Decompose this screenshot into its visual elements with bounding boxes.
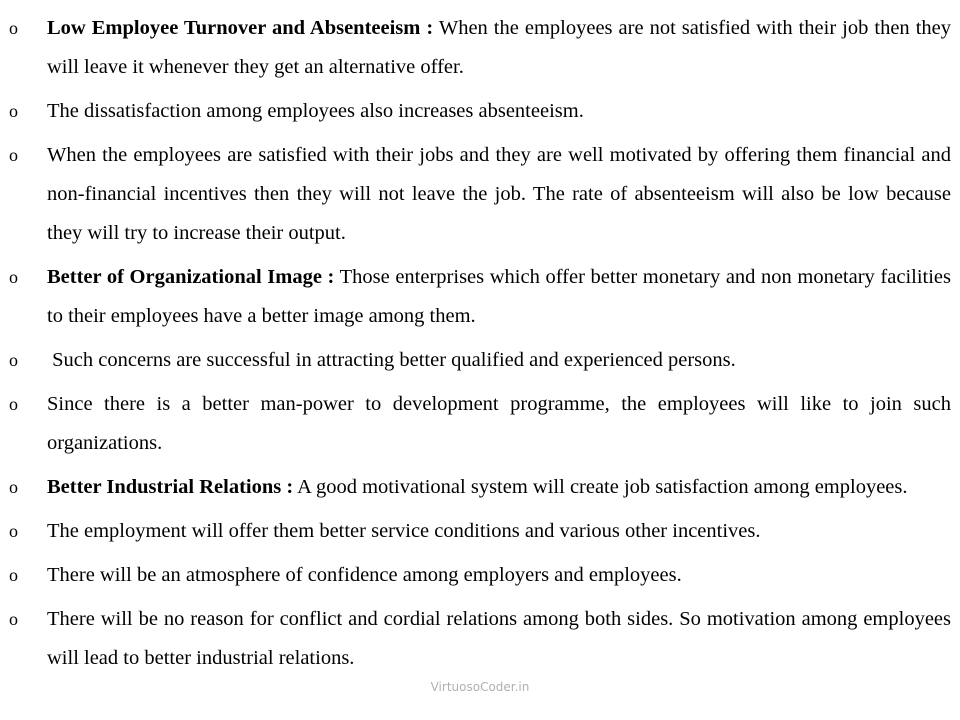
item-heading: Better of Organizational Image : xyxy=(47,266,335,288)
list-item xyxy=(0,92,960,131)
bullet-marker: o xyxy=(9,521,18,541)
list-item xyxy=(0,258,960,336)
item-text: The dissatisfaction among employees also increases absenteeism. xyxy=(47,100,584,122)
watermark: VirtuosoCoder.in xyxy=(430,680,530,694)
bullet-marker: o xyxy=(9,145,18,165)
list-item xyxy=(0,341,960,380)
item-text: There will be no reason for conflict and cordial relations among both sides. So motivation among employees will lead to better industrial relations. xyxy=(47,608,951,669)
item-text: There will be an atmosphere of confidence among employers and employees. xyxy=(47,564,682,586)
bullet-marker: o xyxy=(9,101,18,121)
item-text: When the employees are satisfied with their jobs and they are well motivated by offering them financial and non-financial incentives then they will not leave the job. The rate of absenteeism will also be low because they will try to increase their output. xyxy=(47,144,951,244)
list-item xyxy=(0,600,960,678)
bullet-marker: o xyxy=(9,609,18,629)
list-item xyxy=(0,136,960,253)
bullet-marker: o xyxy=(9,350,18,370)
bullet-marker: o xyxy=(9,565,18,585)
bullet-marker: o xyxy=(9,394,18,414)
bullet-marker: o xyxy=(9,267,18,287)
item-text: A good motivational system will create job satisfaction among employees. xyxy=(293,476,908,498)
list-item xyxy=(0,468,960,507)
bullet-list xyxy=(0,9,960,683)
item-text: Such concerns are successful in attracting better qualified and experienced persons. xyxy=(47,349,736,371)
item-heading: Better Industrial Relations : xyxy=(47,476,294,498)
item-text: Since there is a better man-power to development programme, the employees will like to join such organizations. xyxy=(47,393,951,454)
item-text: The employment will offer them better service conditions and various other incentives. xyxy=(47,520,761,542)
bullet-marker: o xyxy=(9,18,18,38)
item-text: Those enterprises which offer better monetary and non monetary facilities to their employees have a better image among them. xyxy=(47,266,951,327)
bullet-marker: o xyxy=(9,477,18,497)
list-item xyxy=(0,512,960,551)
list-item xyxy=(0,9,960,87)
item-text: When the employees are not satisfied with their job then they will leave it whenever they get an alternative offer. xyxy=(47,17,951,78)
item-heading: Low Employee Turnover and Absenteeism : xyxy=(47,17,434,39)
list-item xyxy=(0,385,960,463)
list-item xyxy=(0,556,960,595)
